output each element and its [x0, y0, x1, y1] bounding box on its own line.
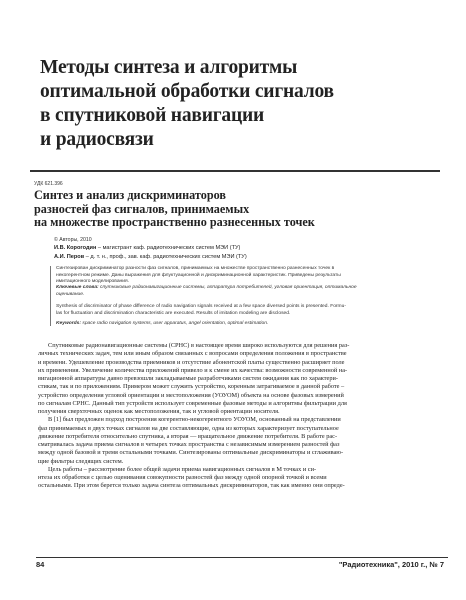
article-body	[38, 342, 450, 491]
abstract-line: las for fluctuation and discrimination characteristic are executed. Results of imitation modeling are disclosed.	[56, 310, 291, 316]
section-heading	[40, 56, 440, 152]
body-line: получения сверхточных оценок как местоположения, так и угловой ориентации носителя.	[38, 408, 280, 415]
body-line: устройство определения угловой ориентации и местоположения (УОУОМ) объекта на основе фазовых измерений	[38, 391, 344, 399]
body-line: В [1] был предложен подход построения когерентно-некогерентного УОУОМ, основанный на представлении	[48, 416, 341, 424]
keywords-text: space radio navigation systems, user apparatus, angel orientation, optimal estimation.	[81, 321, 269, 326]
article-title	[34, 189, 454, 230]
body-line: нтеза их обработки с целью оценивания совокупности разностей фаз между одной опорной точкой и всеми	[38, 474, 327, 481]
section-heading-line: Методы синтеза и алгоритмы	[40, 57, 298, 78]
keywords-label: Ключевые слова:	[56, 285, 99, 290]
article-title-line: разностей фаз сигналов, принимаемых	[34, 201, 250, 216]
body-line: и времени. Удешевление производства приемников и отсутствие абонентской платы существенно расширяет поле	[38, 358, 345, 366]
body-line: щие фильтры следящих систем.	[38, 457, 124, 465]
journal-reference: "Радиотехника", 2010 г., № 7	[338, 560, 444, 569]
body-line: Цель работы – рассмотрение более общей задачи приема навигационных сигналов в M точках и си-	[48, 465, 317, 473]
abstract-line: Synthesis of discriminator of phase difference of radio navigation signals received at a few space diversed points is presented. Formu-	[56, 304, 346, 309]
body-line: Спутниковые радионавигационные системы (СРНС) в настоящее время широко используются для решения раз-	[48, 342, 350, 349]
abstract-side-rule	[50, 266, 51, 326]
section-heading-line: оптимальной обработки сигналов	[40, 81, 334, 102]
author-entry	[54, 254, 247, 260]
section-heading-line: в спутниковой навигации	[40, 105, 265, 126]
keywords-english	[56, 321, 436, 328]
abstract-english	[56, 304, 436, 317]
title-divider	[30, 170, 440, 172]
body-line: между одной базовой и тремя остальными точками. Синтезированы оптимальные дискриминаторы и сглаживаю-	[38, 449, 344, 457]
keywords-text: спутниковые радионавигационные системы, аппаратура потребителей, угловая ориентация, оптимальное	[98, 285, 357, 290]
body-line: их применения. Увеличение количества приложений привело и к смене их качества: возможности современной на-	[38, 366, 348, 374]
abstract-line: Синтезирован дискриминатор разности фаз сигналов, принимаемых на множестве пространственно разнесенных точек в	[56, 266, 335, 271]
author-role: – магистрант каф. радиотехнических систем МЭИ (ТУ)	[96, 245, 241, 251]
footer-divider	[36, 557, 448, 558]
author-entry	[54, 245, 240, 251]
body-line: личных технических задач, тем или иным образом связанных с вопросами определения положения в пространстве	[38, 350, 347, 358]
abstract-line: имитационного моделирования.	[56, 279, 129, 285]
article-title-line: на множестве пространственно разнесенных точек	[34, 215, 315, 229]
udc-code: УДК 621.396	[34, 181, 63, 187]
page-number: 84	[36, 560, 45, 569]
copyright-notice: © Авторы, 2010	[54, 237, 92, 243]
keywords-line	[56, 321, 436, 328]
keywords-line: оценивание.	[56, 291, 85, 297]
body-line: остальными. При этом берется только задача синтеза оптимальных дискриминаторов, так как именно они опреде-	[38, 482, 345, 490]
keywords-russian	[56, 285, 436, 298]
author-name: А.И. Перов	[54, 254, 85, 260]
body-line: по сигналам СРНС. Данный тип устройств использует современные фазовые методы и алгоритмы фильтрации для	[38, 399, 347, 407]
abstract-line: некогерентном режиме. Даны выражения для флуктуационной и дискриминационной характеристик. Приведены результаты	[56, 272, 341, 278]
body-line: стикам, так и по приложениям. Примером может служить устройство, коренным затрагиваемое в данной работе –	[38, 383, 345, 391]
body-line: движение потребителя относительно спутника, а вторая — вращательное движение потребителя. В работе рас-	[38, 432, 338, 440]
body-line: сматривалась задача приема сигналов в четырех точках пространства с независимым измерением разностей фаз	[38, 441, 340, 448]
article-title-line: Синтез и анализ дискриминаторов	[34, 188, 226, 202]
author-role: – д. т. н., проф., зав. каф. радиотехнических систем МЭИ (ТУ)	[84, 254, 247, 260]
keywords-line	[56, 285, 436, 292]
body-line: фаз принимаемых в двух точках сигналов на две составляющие, одна из которых характеризует поступательное	[38, 424, 339, 432]
author-name: И.В. Корогодин	[54, 245, 97, 251]
body-line: вигационной аппаратуры давно превзошли закладываемые разработчиками систем ожидания как по характери-	[38, 375, 338, 382]
abstract-russian	[56, 266, 436, 286]
section-heading-line: и радиосвязи	[40, 129, 154, 150]
keywords-label: Keywords:	[56, 321, 82, 326]
